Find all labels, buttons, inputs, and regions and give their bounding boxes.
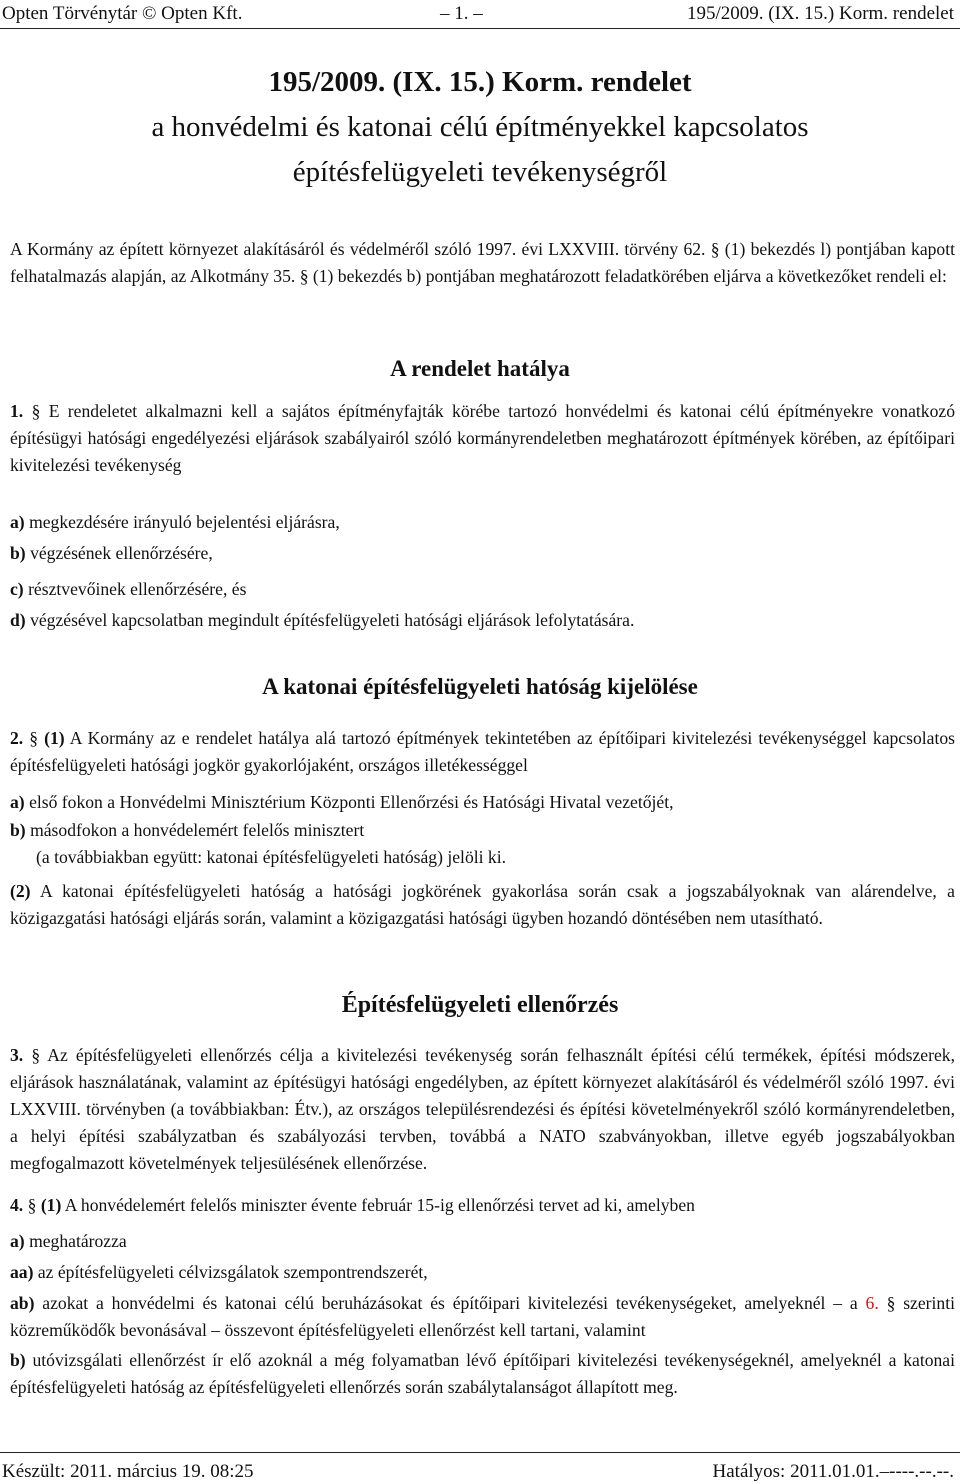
section-sign: § (29, 728, 39, 748)
section-number: 3. (10, 1045, 24, 1065)
section-reference-link[interactable]: 6. (865, 1293, 879, 1313)
heading-authority: A katonai építésfelügyeleti hatóság kijelölése (262, 674, 698, 699)
list-text: megkezdésére irányuló bejelentési eljárásra, (29, 512, 340, 532)
list-text: az építésfelügyeleti célvizsgálatok szempontrendszerét, (37, 1262, 428, 1282)
header-decree-id: 195/2009. (IX. 15.) Korm. rendelet (687, 3, 954, 24)
paragraph-number: (2) (10, 881, 31, 901)
section-3-text (10, 1042, 955, 1177)
list-item (10, 1290, 955, 1344)
title-subject-line1: a honvédelmi és katonai célú építményekkel kapcsolatos (151, 111, 809, 143)
list-text: másodfokon a honvédelemért felelős minisztert (30, 820, 365, 840)
list-text: résztvevőinek ellenőrzésére, és (28, 579, 247, 599)
list-item (10, 1347, 955, 1401)
title-subject-line2: építésfelügyeleti tevékenységről (292, 156, 668, 188)
list-marker: ab) (10, 1293, 35, 1313)
section-sign: § (31, 1045, 41, 1065)
list-item (10, 1228, 955, 1255)
list-item (10, 576, 955, 603)
section-2 (10, 725, 955, 779)
list-text-continued: § szerinti közreműködők bevonásával – összevont építésfelügyeleti ellenőrzést kell tartani, valamint (10, 1293, 955, 1340)
section-sign: § (27, 1195, 37, 1215)
header-page-number: – 1. – (440, 3, 483, 24)
section-body: Az építésfelügyeleti ellenőrzés célja a kivitelezési tevékenység során felhasznált építési célú termékek, építési módszerek, eljárások használatának, valamint az építésügyi hatósági engedélyben, az épített környezet alakításáról és védelméről szóló 1997. évi LXXVIII. törvényben (a továbbiakban: Étv.), az országos településrendezési és építési követelményekről szóló kormányrendeletben, a helyi építési szabályzatban és szabályozási tervben, továbbá a NATO szabványokban, illetve egyéb jogszabályokban megfogalmazott követelmények teljesülésének ellenőrzése. (10, 1045, 955, 1173)
paragraph-body: A Kormány az e rendelet hatálya alá tartozó építmények tekintetében az építőipari kivitelezési tevékenységgel kapcsolatos építésfelügyeleti hatósági jogkör gyakorlójaként, országos illetékességgel (10, 728, 955, 775)
list-item (10, 607, 955, 634)
paragraph-body: A katonai építésfelügyeleti hatóság a hatósági jogkörének gyakorlása során csak a jogszabályoknak van alárendelve, a közigazgatási hatósági eljárás során, valamint a közigazgatási hatósági ügyben hozandó döntésében nem utasítható. (10, 881, 955, 928)
section-sign: § (31, 401, 41, 421)
preamble (10, 236, 955, 290)
list-marker: c) (10, 579, 24, 599)
footer-divider (0, 1452, 960, 1453)
document-title (0, 60, 960, 195)
section-2-para-2-block (10, 878, 955, 932)
heading-inspection: Építésfelügyeleti ellenőrzés (341, 992, 619, 1018)
list-marker: b) (10, 543, 26, 563)
section-2-para-1 (10, 725, 955, 779)
section-2-para-2 (10, 878, 955, 932)
list-marker: a) (10, 1231, 25, 1251)
list-text: végzésével kapcsolatban megindult építésfelügyeleti hatósági eljárások lefolytatására. (30, 610, 635, 630)
section-1 (10, 398, 955, 479)
section-4 (10, 1192, 955, 1219)
list-item (10, 789, 955, 816)
list-marker: a) (10, 792, 25, 812)
list-marker: a) (10, 512, 25, 532)
list-text: azokat a honvédelmi és katonai célú beruházásokat és építőipari kivitelezési tevékenységeket, amelyeknél – a (42, 1293, 858, 1313)
footer-effective: Hatályos: 2011.01.01.–----.--.--. (712, 1461, 954, 1482)
paragraph-number: (1) (44, 728, 65, 748)
list-text: utóvizsgálati ellenőrzést ír elő azoknál a még folyamatban lévő építőipari kivitelezési tevékenységeknél, amelyeknél a katonai építésfelügyeleti hatóság az építésfelügyeleti ellenőrzés során szabálytalanságot állapított meg. (10, 1350, 955, 1397)
title-decree-number: 195/2009. (IX. 15.) Korm. rendelet (268, 66, 692, 98)
footer-created: Készült: 2011. március 19. 08:25 (2, 1461, 254, 1482)
section-number: 4. (10, 1195, 24, 1215)
list-text: végzésének ellenőrzésére, (30, 543, 213, 563)
section-3 (10, 1042, 955, 1177)
list-item (10, 509, 955, 536)
list-marker: d) (10, 610, 26, 630)
paragraph-number: (1) (40, 1195, 62, 1215)
header-publisher: Opten Törvénytár © Opten Kft. (2, 3, 243, 24)
list-marker: b) (10, 820, 26, 840)
paragraph-body: A honvédelemért felelős miniszter évente február 15-ig ellenőrzési tervet ad ki, amelyben (64, 1195, 695, 1215)
list-item (10, 817, 955, 844)
heading-scope: A rendelet hatálya (390, 356, 570, 381)
section-number: 2. (10, 728, 24, 748)
running-header (0, 2, 960, 29)
list-marker: aa) (10, 1262, 34, 1282)
section-number: 1. (10, 401, 24, 421)
section-1-text (10, 398, 955, 479)
list-text: meghatározza (29, 1231, 127, 1251)
list-item (10, 1259, 955, 1286)
section-body: E rendeletet alkalmazni kell a sajátos építményfajták körébe tartozó honvédelmi és katonai célú építményekre vonatkozó építésügyi hatósági engedélyezési eljárások szabályairól szóló kormányrendeletben meghatározott építmények körében, az építőipari kivitelezési tevékenység (10, 401, 955, 475)
section-4-text (10, 1192, 955, 1219)
list-item (10, 540, 955, 567)
list-text: első fokon a Honvédelmi Minisztérium Központi Ellenőrzési és Hatósági Hivatal vezetőjét, (29, 792, 674, 812)
list-marker: b) (10, 1350, 26, 1370)
list-closing: (a továbbiakban együtt: katonai építésfelügyeleti hatóság) jelöli ki. (36, 847, 506, 867)
preamble-text: A Kormány az épített környezet alakításáról és védelméről szóló 1997. évi LXXVIII. törvény 62. § (1) bekezdés l) pontjában kapott felhatalmazás alapján, az Alkotmány 35. § (1) bekezdés b) pontjában meghatározott feladatkörében eljárva a következőket rendeli el: (10, 239, 955, 286)
